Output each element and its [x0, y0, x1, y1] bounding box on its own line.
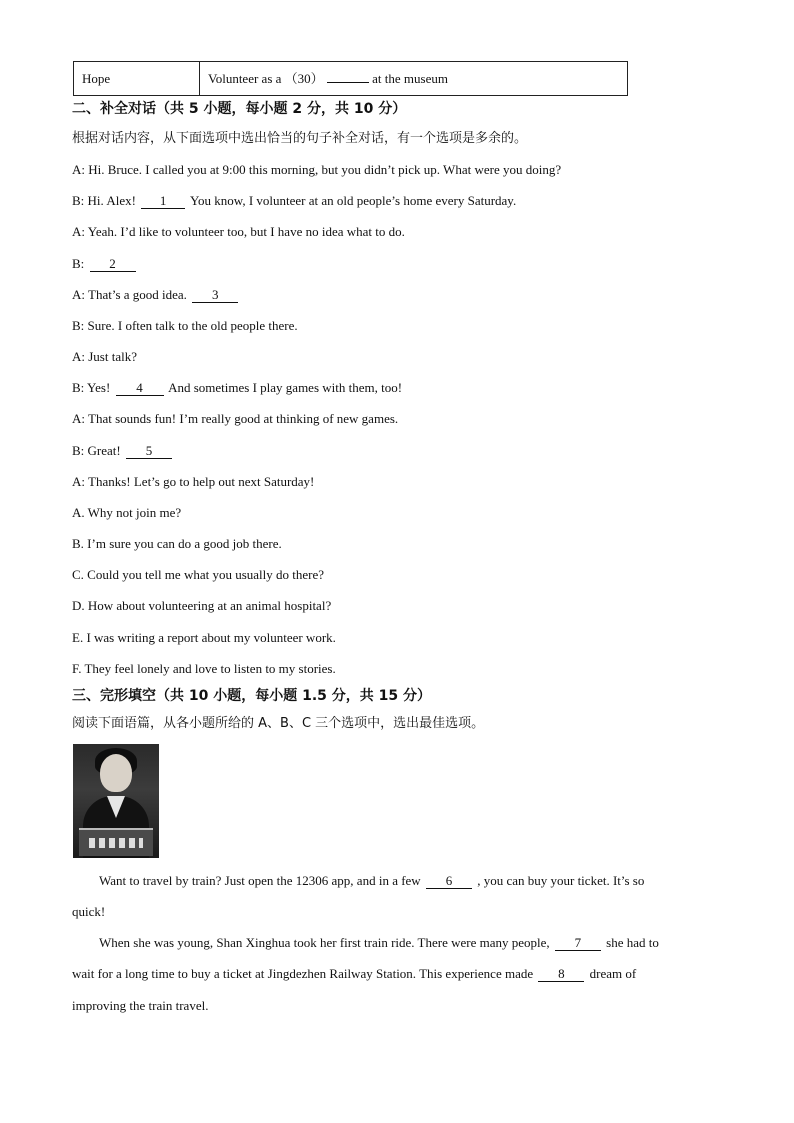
- option-a: A. Why not join me?: [72, 505, 182, 520]
- dialogue-line-3: A: Yeah. I’d like to volunteer too, but I have no idea what to do.: [72, 224, 405, 239]
- dialogue-line-2-start: B: Hi. Alex!: [72, 193, 136, 208]
- blank-3: 3: [192, 288, 238, 303]
- dialogue-line-10-start: B: Great!: [72, 443, 121, 458]
- passage-line-1-end: , you can buy your ticket. It’s so: [477, 873, 645, 888]
- blank-30: [327, 70, 369, 83]
- photo-face: [100, 754, 132, 792]
- dialogue-line-8-start: B: Yes!: [72, 380, 111, 395]
- blank-7: 7: [555, 936, 601, 951]
- dialogue-line-1: A: Hi. Bruce. I called you at 9:00 this morning, but you didn’t pick up. What were you doing?: [72, 162, 562, 177]
- table-cell-prefix: Volunteer as a （30）: [208, 71, 324, 86]
- passage-line-2: quick!: [72, 904, 106, 919]
- passage-line-1-start: Want to travel by train? Just open the 12306 app, and in a few: [99, 873, 421, 888]
- dialogue-line-9: A: That sounds fun! I’m really good at thinking of new games.: [72, 411, 399, 426]
- dialogue-line-2: [72, 193, 516, 209]
- blank-4: 4: [116, 381, 164, 396]
- dialogue-line-10: [72, 443, 174, 459]
- passage-line-4-end: dream of: [589, 966, 637, 981]
- section2-instruction: 根据对话内容，从下面选项中选出恰当的句子补全对话，有一个选项是多余的。: [72, 131, 528, 146]
- option-f: F. They feel lonely and love to listen to my stories.: [72, 661, 336, 676]
- dialogue-line-7: A: Just talk?: [72, 349, 137, 364]
- blank-6: 6: [426, 874, 472, 889]
- passage-line-3: [99, 935, 659, 951]
- passage-line-3-start: When she was young, Shan Xinghua took her first train ride. There were many people,: [99, 935, 550, 950]
- dialogue-line-8-end: And sometimes I play games with them, too!: [168, 380, 403, 395]
- dialogue-line-8: [72, 380, 402, 396]
- table-cell-suffix: at the museum: [372, 71, 448, 86]
- passage-line-3-end: she had to: [606, 935, 659, 950]
- passage-line-1: [99, 873, 644, 889]
- passage-line-4: [72, 966, 636, 982]
- section2-heading: 二、补全对话（共 5 小题，每小题 2 分，共 10 分）: [72, 101, 407, 117]
- passage-line-4-start: wait for a long time to buy a ticket at Jingdezhen Railway Station. This experience made: [72, 966, 534, 981]
- section3-instruction: 阅读下面语篇，从各小题所给的 A、B、C 三个选项中，选出最佳选项。: [72, 716, 485, 731]
- option-d: D. How about volunteering at an animal hospital?: [72, 598, 332, 613]
- blank-5: 5: [126, 444, 172, 459]
- option-c: C. Could you tell me what you usually do there?: [72, 567, 325, 582]
- option-e: E. I was writing a report about my volunteer work.: [72, 630, 336, 645]
- blank-2: 2: [90, 257, 136, 272]
- dialogue-line-4: [72, 256, 138, 272]
- answer-table: [73, 61, 628, 96]
- table-cell-hope: Hope: [74, 62, 200, 95]
- option-b: B. I’m sure you can do a good job there.: [72, 536, 282, 551]
- dialogue-line-2-end: You know, I volunteer at an old people’s home every Saturday.: [189, 193, 517, 208]
- blank-8: 8: [538, 967, 584, 982]
- dialogue-line-5-start: A: That’s a good idea.: [72, 287, 187, 302]
- dialogue-line-6: B: Sure. I often talk to the old people there.: [72, 318, 298, 333]
- passage-line-5: improving the train travel.: [72, 998, 209, 1013]
- dialogue-line-11: A: Thanks! Let’s go to help out next Saturday!: [72, 474, 315, 489]
- section3-heading: 三、完形填空（共 10 小题，每小题 1.5 分，共 15 分）: [72, 688, 432, 704]
- dialogue-line-4-start: B:: [72, 256, 85, 271]
- blank-1: 1: [141, 194, 185, 209]
- photo-sign: [79, 828, 153, 856]
- table-cell-volunteer: [200, 62, 448, 95]
- passage-photo: [73, 744, 159, 858]
- dialogue-line-5: [72, 287, 240, 303]
